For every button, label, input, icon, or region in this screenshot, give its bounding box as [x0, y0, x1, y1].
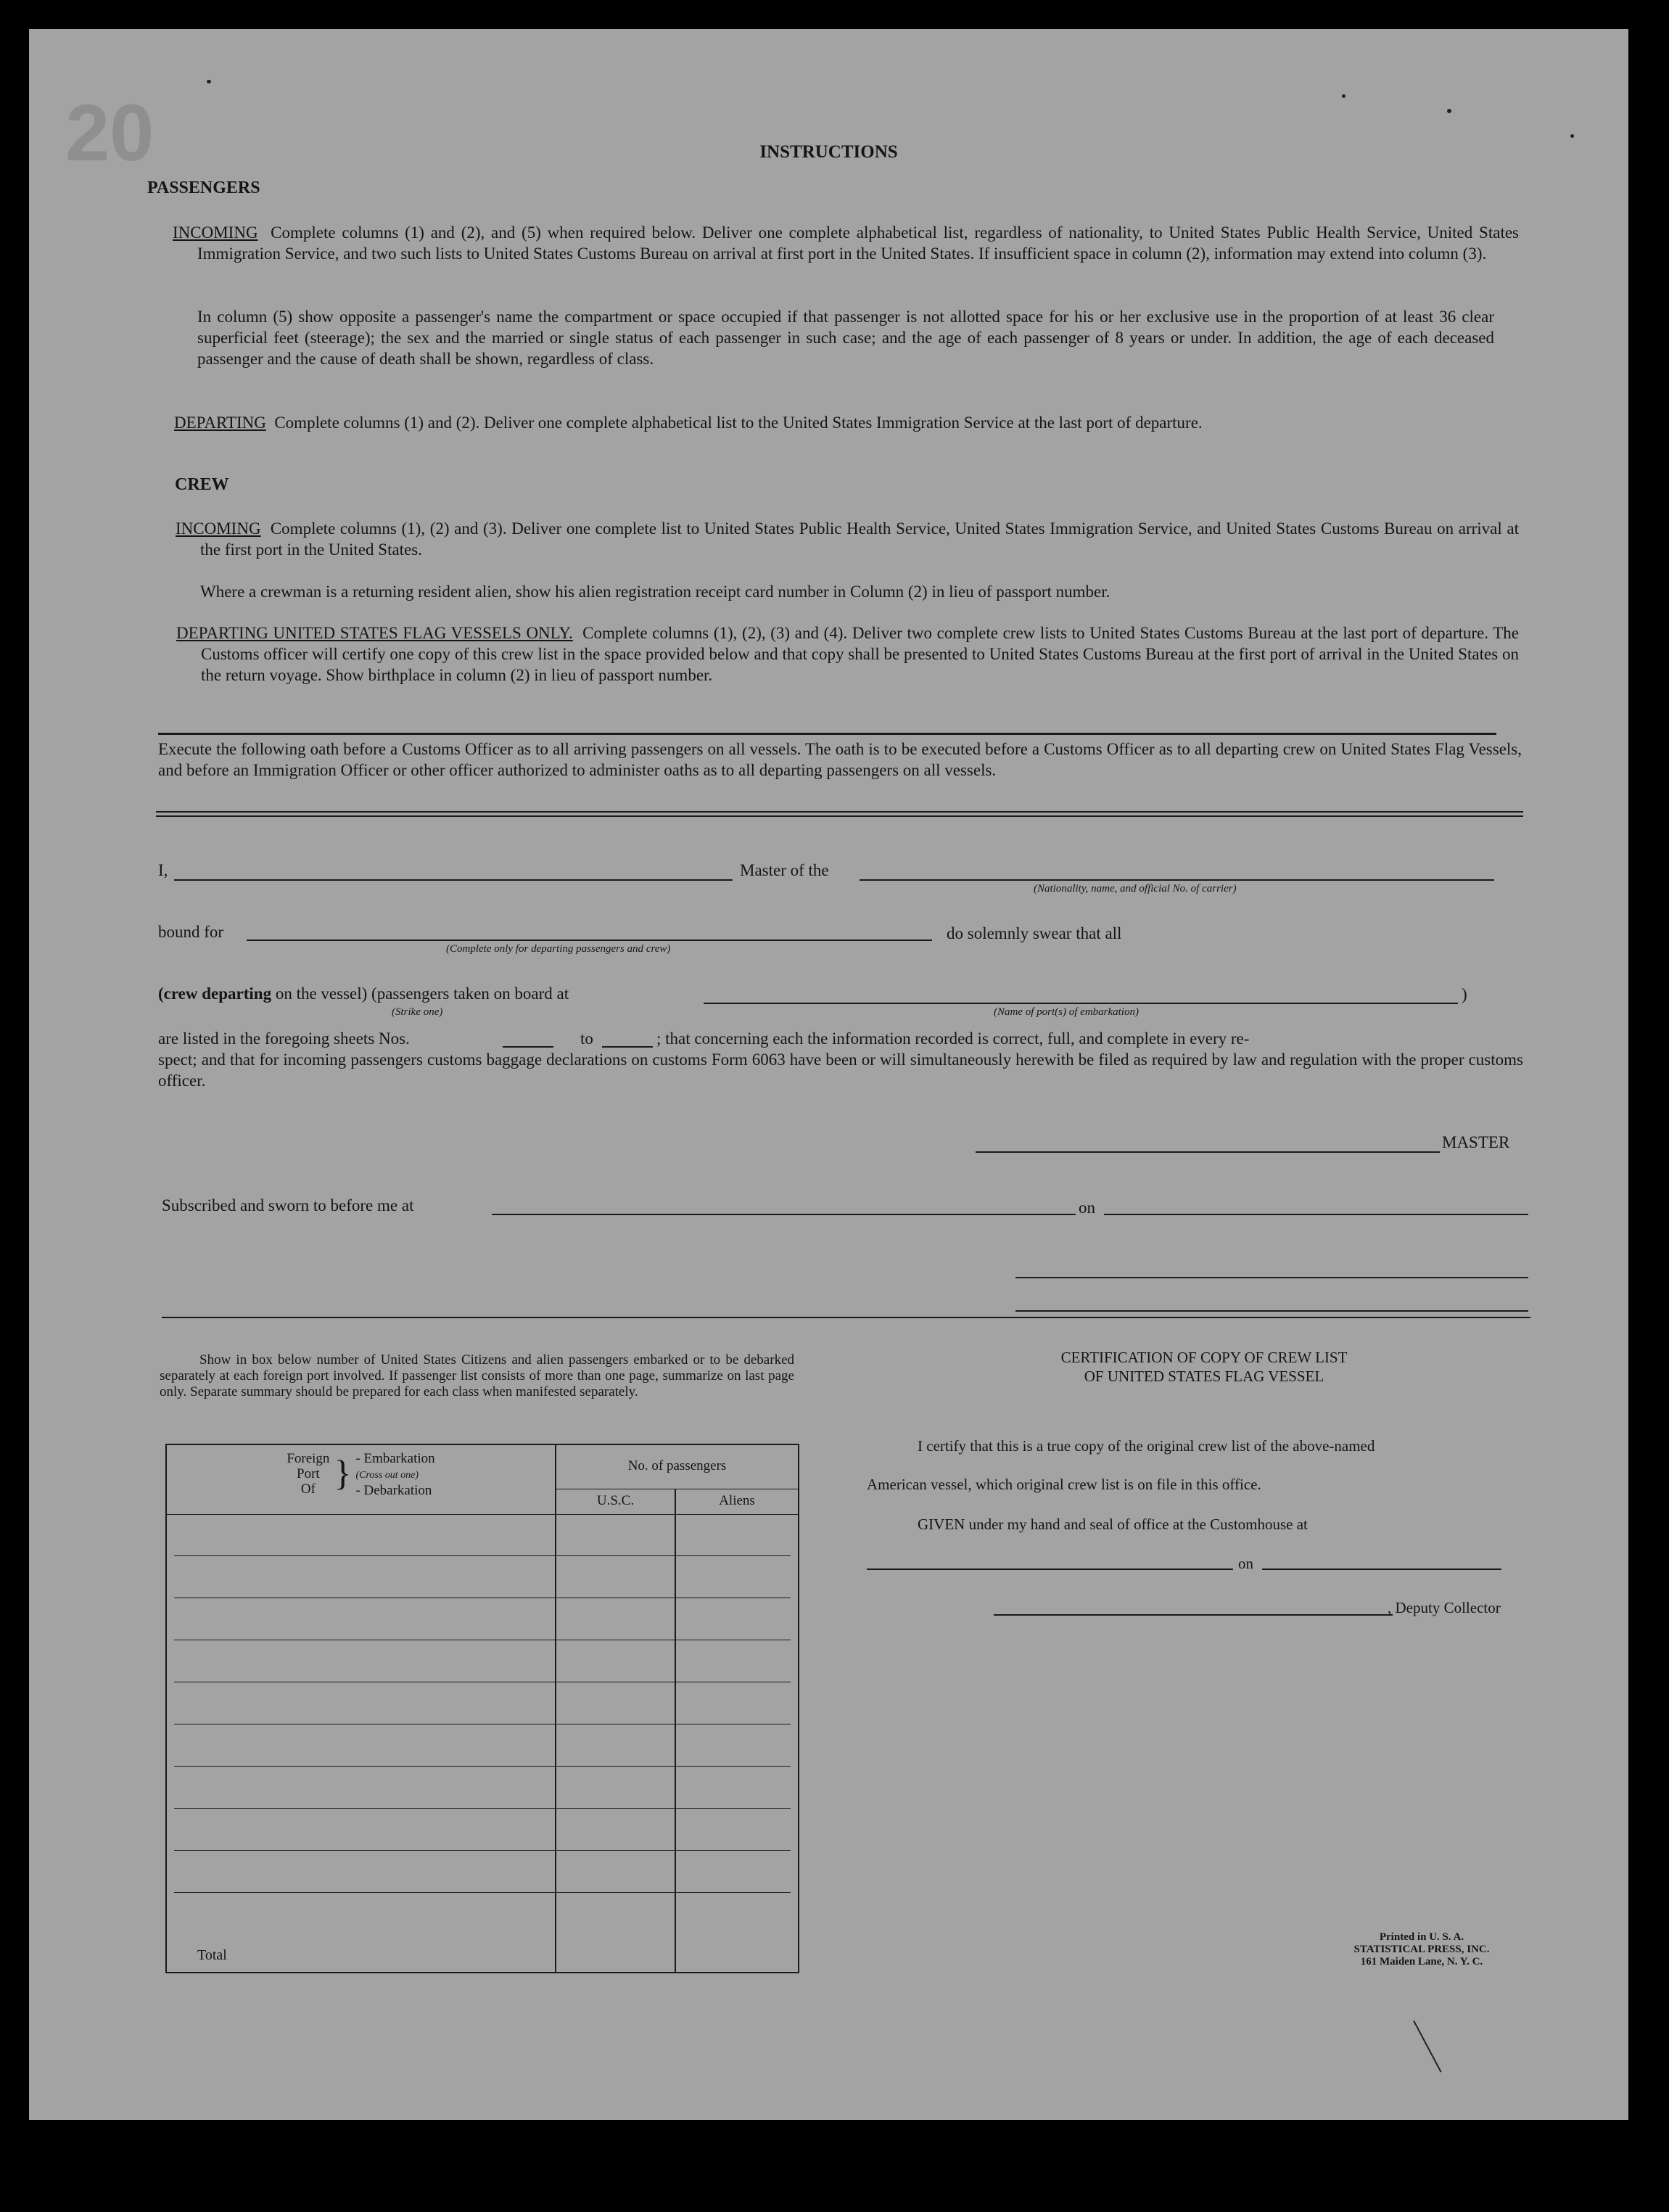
- table-row: [174, 1555, 791, 1556]
- cross-out-hint: (Cross out one): [355, 1470, 419, 1481]
- oath-instruction-paragraph: Execute the following oath before a Customs Officer as to all arriving passengers on all vessels. The oath is to be executed before a Customs Officer as to all departing crew on United States Flag Vessels, and before an Immigration Officer or other officer authorized to administer oaths as to all departing passengers on all vessels.: [158, 740, 1522, 779]
- divider: [162, 1317, 1530, 1318]
- embarkation-hint: (Name of port(s) of embarkation): [994, 1006, 1139, 1018]
- certify-line1: I certify that this is a true copy of the original crew list of the above-named: [918, 1437, 1375, 1455]
- on-vessel-text: on the vessel) (passengers taken on board at: [275, 984, 569, 1003]
- customhouse-field[interactable]: [867, 1568, 1233, 1570]
- printer-line2: STATISTICAL PRESS, INC.: [1353, 1944, 1490, 1955]
- passenger-summary-table: [165, 1444, 799, 1973]
- table-row: [174, 1808, 791, 1809]
- total-label: Total: [197, 1947, 227, 1963]
- pen-mark: [1413, 2020, 1441, 2073]
- subscribed-date-field[interactable]: [1104, 1214, 1528, 1215]
- carrier-field[interactable]: [860, 879, 1494, 881]
- bound-for-hint: (Complete only for departing passengers and crew): [446, 943, 671, 955]
- aliens-header: Aliens: [719, 1493, 755, 1508]
- crew-departing-label: DEPARTING UNITED STATES FLAG VESSELS ONLY.: [176, 624, 573, 642]
- subscribed-place-field[interactable]: [492, 1214, 1076, 1215]
- speck: [1342, 94, 1345, 98]
- speck: [1447, 109, 1451, 113]
- table-row-rule: [167, 1514, 798, 1515]
- speck: [207, 80, 211, 83]
- carrier-hint: (Nationality, name, and official No. of carrier): [1034, 883, 1237, 895]
- column5-paragraph: In column (5) show opposite a passenger's name the compartment or space occupied if that passenger is not allotted space for his or her exclusive use in the proportion of at least 36 clear superficial feet (steerage); the sex and the married or single status of each passenger in such case; and the age of each passenger of 8 years or under. In addition, the age of each deceased passenger and the cause of death shall be shown, regardless of class.: [197, 308, 1494, 368]
- given-line: GIVEN under my hand and seal of office at the Customhouse at: [918, 1516, 1308, 1533]
- deputy-collector-label: , Deputy Collector: [1388, 1599, 1501, 1616]
- crew-departing-text: Complete columns (1), (2), (3) and (4). Deliver two complete crew lists to United States Customs Bureau at the last port of departure. The Customs officer will certify one copy of this crew list in the space provided below and that copy shall be presented to United States Customs Bureau at the first port of arrival in the United States on the return voyage. Show birthplace in column (2) in lieu of passport number.: [201, 624, 1520, 684]
- no-of-passengers-header: No. of passengers: [627, 1458, 727, 1473]
- table-row: [174, 1766, 791, 1767]
- deputy-signature-field[interactable]: [994, 1614, 1393, 1616]
- embarkation-label: - Embarkation: [355, 1451, 435, 1466]
- table-col-line: [555, 1445, 556, 1972]
- crew-passengers-line: [158, 983, 569, 1004]
- crew-incoming-paragraph: [176, 518, 1519, 560]
- solemnly-swear-text: do solemnly swear that all: [947, 924, 1122, 942]
- table-col-line: [675, 1489, 676, 1972]
- sheets-text-tail: ; that concerning each the information recorded is correct, full, and complete in every re-: [656, 1029, 1250, 1048]
- passengers-incoming-paragraph: [173, 222, 1519, 264]
- on-label: on: [1079, 1198, 1095, 1217]
- port-word: Port: [297, 1466, 320, 1481]
- master-signature-field[interactable]: [976, 1151, 1440, 1153]
- certification-title: [896, 1348, 1512, 1386]
- crew-departing-option: (crew departing: [158, 984, 272, 1003]
- brace-symbol: }: [334, 1452, 352, 1493]
- divider: [156, 815, 1523, 817]
- table-row: [174, 1850, 791, 1851]
- departing-text: Complete columns (1) and (2). Deliver one complete alphabetical list to the United States Immigration Service at the last port of departure.: [274, 414, 1203, 432]
- bound-for-label: bound for: [158, 923, 224, 941]
- speck: [1570, 134, 1574, 138]
- table-row: [174, 1892, 791, 1893]
- sheets-nos-label: are listed in the foregoing sheets Nos.: [158, 1029, 410, 1048]
- foreign-port-header: [167, 1451, 555, 1498]
- officer-signature-field[interactable]: [1015, 1277, 1528, 1278]
- oath-continuation: spect; and that for incoming passengers customs baggage declarations on customs Form 6063 have been or will simultaneously herewith be filed as required by law and regulation with the proper customs officer.: [158, 1051, 1523, 1090]
- crew-incoming-label: INCOMING: [176, 519, 261, 538]
- foreign-port-word: Foreign: [287, 1451, 330, 1466]
- incoming-text: Complete columns (1) and (2), and (5) when required below. Deliver one complete alphabetical list, regardless of nationality, to United States Public Health Service, United States Immigration Service, and two such lists to United States Customs Bureau on arrival at first port in the United States. If insufficient space in column (2), information may extend into column (3).: [197, 223, 1519, 263]
- to-label: to: [580, 1029, 593, 1048]
- certification-title-line2: OF UNITED STATES FLAG VESSEL: [1084, 1368, 1324, 1385]
- master-label: MASTER: [1442, 1133, 1510, 1151]
- certification-title-line1: CERTIFICATION OF COPY OF CREW LIST: [1060, 1349, 1348, 1366]
- crewman-paragraph: Where a crewman is a returning resident alien, show his alien registration receipt card number in Column (2) in lieu of passport number.: [200, 583, 1110, 601]
- printer-imprint: [1277, 1931, 1567, 1968]
- passengers-departing-paragraph: [174, 412, 1519, 433]
- subscribed-label: Subscribed and sworn to before me at: [162, 1196, 414, 1214]
- cert-date-field[interactable]: [1262, 1568, 1501, 1570]
- departing-label: DEPARTING: [174, 414, 266, 432]
- oath-i: I,: [158, 861, 168, 879]
- summary-instructions: Show in box below number of United States Citizens and alien passengers embarked or to be debarked separately at each foreign port involved. If passenger list consists of more than one page, summarize on last page only. Separate summary should be prepared for each class when manifested separately.: [160, 1352, 794, 1399]
- of-word: Of: [300, 1481, 316, 1497]
- crew-incoming-text: Complete columns (1), (2) and (3). Deliver one complete list to United States Public Health Service, United States Immigration Service, and United States Customs Bureau on arrival at the first port in the United States.: [200, 519, 1519, 559]
- bound-for-field[interactable]: [247, 940, 932, 941]
- sheet-to-field[interactable]: [602, 1046, 653, 1048]
- closing-paren: ): [1462, 985, 1467, 1003]
- usc-header: U.S.C.: [596, 1493, 635, 1508]
- divider: [158, 733, 1496, 735]
- strike-one-hint: (Strike one): [392, 1006, 443, 1018]
- embarkation-ports-field[interactable]: [704, 1003, 1458, 1004]
- divider: [156, 811, 1523, 813]
- form-sheet: [29, 29, 1628, 2120]
- master-name-field[interactable]: [174, 879, 733, 881]
- officer-title-field[interactable]: [1015, 1310, 1528, 1312]
- certify-line2: American vessel, which original crew list is on file in this office.: [867, 1476, 1261, 1493]
- cert-on-label: on: [1238, 1555, 1253, 1572]
- master-of-the-label: Master of the: [740, 861, 829, 879]
- page-title: INSTRUCTIONS: [759, 142, 898, 162]
- passengers-heading: PASSENGERS: [147, 178, 260, 197]
- printer-line1: Printed in U. S. A.: [1379, 1931, 1464, 1943]
- crew-departing-paragraph: [176, 622, 1519, 686]
- debarkation-label: - Debarkation: [355, 1483, 432, 1498]
- crew-heading: CREW: [175, 475, 229, 494]
- sheet-from-field[interactable]: [503, 1046, 553, 1048]
- faded-sheet-number: 20: [65, 89, 154, 178]
- printer-line3: 161 Maiden Lane, N. Y. C.: [1360, 1956, 1483, 1968]
- incoming-label: INCOMING: [173, 223, 258, 242]
